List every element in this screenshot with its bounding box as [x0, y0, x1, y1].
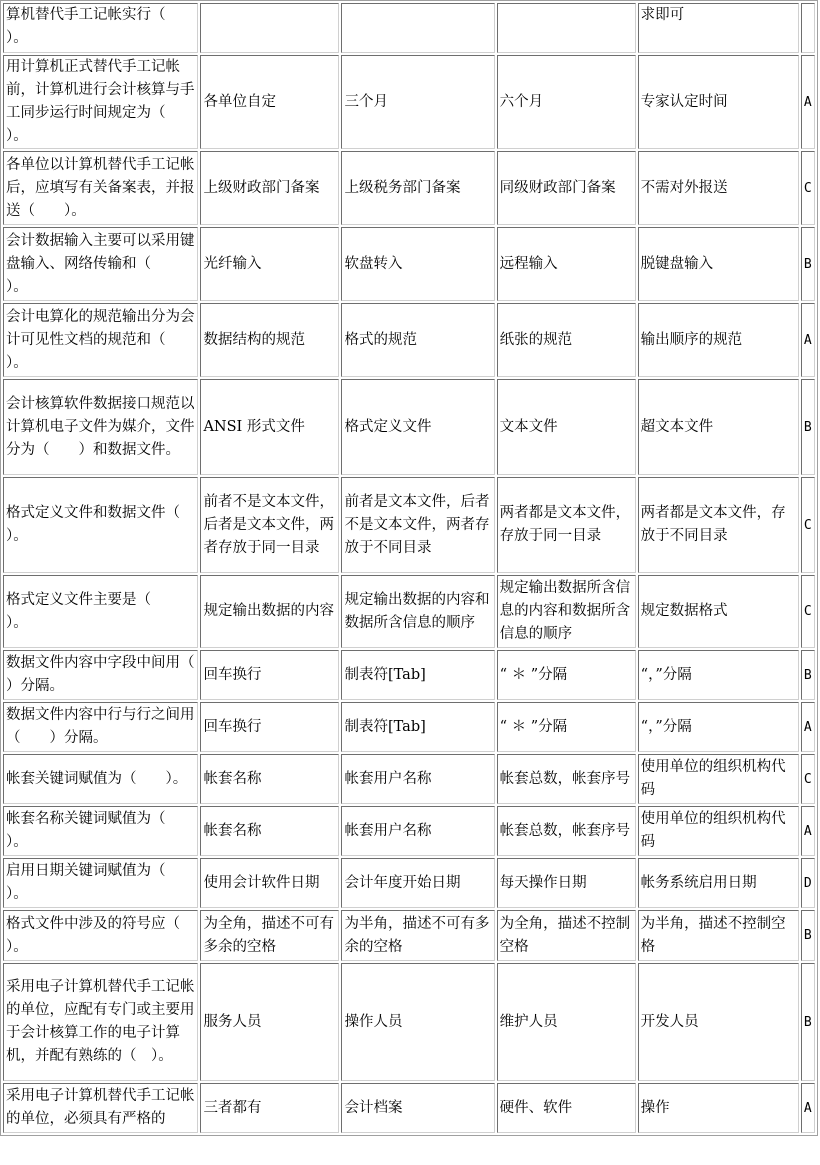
table-row [3, 1083, 815, 1133]
option-b-cell: 上级税务部门备案 [341, 151, 494, 225]
question-cell: 数据文件内容中行与行之间用（ ）分隔。 [3, 702, 198, 752]
option-b-cell: 制表符[Tab] [341, 650, 494, 700]
question-cell: 采用电子计算机替代手工记帐的单位，应配有专门或主要用于会计核算工作的电子计算机，并配有熟练的（ ）。 [3, 963, 198, 1081]
option-b-cell: 软盘转入 [341, 227, 494, 301]
option-b-cell: 规定输出数据的内容和数据所含信息的顺序 [341, 575, 494, 648]
option-b-cell: 制表符[Tab] [341, 702, 494, 752]
answer-cell: C [801, 575, 815, 648]
answer-cell: C [801, 477, 815, 573]
option-d-cell: 求即可 [638, 3, 799, 53]
option-a-cell: 帐套名称 [200, 754, 339, 804]
answer-cell: B [801, 379, 815, 475]
option-d-cell: 使用单位的组织机构代码 [638, 806, 799, 856]
option-a-cell: 使用会计软件日期 [200, 858, 339, 908]
table-row [3, 477, 815, 573]
option-d-cell: 不需对外报送 [638, 151, 799, 225]
option-c-cell: 纸张的规范 [497, 303, 636, 377]
table-row [3, 303, 815, 377]
option-d-cell: 超文本文件 [638, 379, 799, 475]
option-c-cell: “ ＊ ”分隔 [497, 650, 636, 700]
option-c-cell: 硬件、软件 [497, 1083, 636, 1133]
option-a-cell: 回车换行 [200, 650, 339, 700]
option-c-cell: 两者都是文本文件，存放于同一目录 [497, 477, 636, 573]
option-c-cell: 文本文件 [497, 379, 636, 475]
option-a-cell: 为全角，描述不可有多余的空格 [200, 910, 339, 961]
table-row [3, 379, 815, 475]
question-cell: 格式文件中涉及的符号应（ ）。 [3, 910, 198, 961]
answer-cell: C [801, 754, 815, 804]
question-cell: 帐套关键词赋值为（ ）。 [3, 754, 198, 804]
table-row [3, 754, 815, 804]
option-a-cell: 帐套名称 [200, 806, 339, 856]
table-row [3, 702, 815, 752]
option-b-cell: 格式的规范 [341, 303, 494, 377]
option-c-cell: 维护人员 [497, 963, 636, 1081]
option-d-cell: 规定数据格式 [638, 575, 799, 648]
table-row [3, 575, 815, 648]
question-cell: 用计算机正式替代手工记帐前，计算机进行会计核算与手工同步运行时间规定为（ ）。 [3, 55, 198, 149]
question-cell: 会计电算化的规范输出分为会计可见性文档的规范和（ ）。 [3, 303, 198, 377]
option-d-cell: 两者都是文本文件，存放于不同目录 [638, 477, 799, 573]
answer-cell: C [801, 151, 815, 225]
answer-cell: A [801, 1083, 815, 1133]
option-a-cell: 规定输出数据的内容 [200, 575, 339, 648]
option-a-cell: 上级财政部门备案 [200, 151, 339, 225]
option-c-cell [497, 3, 636, 53]
table-row [3, 650, 815, 700]
answer-cell: A [801, 702, 815, 752]
question-cell: 会计核算软件数据接口规范以计算机电子文件为媒介，文件分为（ ）和数据文件。 [3, 379, 198, 475]
option-c-cell: 六个月 [497, 55, 636, 149]
option-c-cell: 远程输入 [497, 227, 636, 301]
table-row [3, 227, 815, 301]
option-d-cell: 为半角，描述不控制空格 [638, 910, 799, 961]
option-b-cell: 三个月 [341, 55, 494, 149]
option-c-cell: 规定输出数据所含信息的内容和数据所含信息的顺序 [497, 575, 636, 648]
option-b-cell: 会计档案 [341, 1083, 494, 1133]
question-cell: 会计数据输入主要可以采用键盘输入、网络传输和（ ）。 [3, 227, 198, 301]
option-b-cell [341, 3, 494, 53]
option-d-cell: “，”分隔 [638, 702, 799, 752]
question-cell: 启用日期关键词赋值为（ ）。 [3, 858, 198, 908]
option-a-cell: 三者都有 [200, 1083, 339, 1133]
option-a-cell: 各单位自定 [200, 55, 339, 149]
option-a-cell: ANSI 形式文件 [200, 379, 339, 475]
option-a-cell: 前者不是文本文件，后者是文本文件，两者存放于同一目录 [200, 477, 339, 573]
question-cell: 格式定义文件和数据文件（ ）。 [3, 477, 198, 573]
answer-cell: B [801, 227, 815, 301]
option-b-cell: 会计年度开始日期 [341, 858, 494, 908]
question-cell: 格式定义文件主要是（ ）。 [3, 575, 198, 648]
option-c-cell: 同级财政部门备案 [497, 151, 636, 225]
table-row [3, 963, 815, 1081]
option-d-cell: 使用单位的组织机构代码 [638, 754, 799, 804]
option-d-cell: 专家认定时间 [638, 55, 799, 149]
table-row [3, 55, 815, 149]
option-d-cell: 帐务系统启用日期 [638, 858, 799, 908]
option-b-cell: 为半角，描述不可有多余的空格 [341, 910, 494, 961]
option-c-cell: 帐套总数，帐套序号 [497, 806, 636, 856]
option-c-cell: 为全角，描述不控制空格 [497, 910, 636, 961]
table-row [3, 910, 815, 961]
question-cell: 算机替代手工记帐实行（ ）。 [3, 3, 198, 53]
option-b-cell: 帐套用户名称 [341, 806, 494, 856]
answer-cell: B [801, 910, 815, 961]
option-d-cell: 输出顺序的规范 [638, 303, 799, 377]
option-c-cell: 每天操作日期 [497, 858, 636, 908]
option-d-cell: 脱键盘输入 [638, 227, 799, 301]
table-row [3, 858, 815, 908]
table-row [3, 806, 815, 856]
option-d-cell: 操作 [638, 1083, 799, 1133]
answer-cell: D [801, 858, 815, 908]
option-b-cell: 帐套用户名称 [341, 754, 494, 804]
table-row [3, 3, 815, 53]
question-cell: 帐套名称关键词赋值为（ ）。 [3, 806, 198, 856]
option-a-cell: 光纤输入 [200, 227, 339, 301]
option-c-cell: 帐套总数，帐套序号 [497, 754, 636, 804]
option-b-cell: 操作人员 [341, 963, 494, 1081]
answer-cell: A [801, 303, 815, 377]
answer-cell: B [801, 963, 815, 1081]
option-d-cell: “，”分隔 [638, 650, 799, 700]
option-b-cell: 格式定义文件 [341, 379, 494, 475]
answer-cell: B [801, 650, 815, 700]
option-a-cell [200, 3, 339, 53]
option-a-cell: 数据结构的规范 [200, 303, 339, 377]
question-cell: 数据文件内容中字段中间用（ ）分隔。 [3, 650, 198, 700]
question-cell: 各单位以计算机替代手工记帐后，应填写有关备案表，并报送（ ）。 [3, 151, 198, 225]
question-cell: 采用电子计算机替代手工记帐的单位，必须具有严格的 [3, 1083, 198, 1133]
option-b-cell: 前者是文本文件，后者不是文本文件，两者存放于不同目录 [341, 477, 494, 573]
option-d-cell: 开发人员 [638, 963, 799, 1081]
option-c-cell: “ ＊ ”分隔 [497, 702, 636, 752]
option-a-cell: 回车换行 [200, 702, 339, 752]
answer-cell: A [801, 806, 815, 856]
answer-cell [801, 3, 815, 53]
table-row [3, 151, 815, 225]
option-a-cell: 服务人员 [200, 963, 339, 1081]
answer-cell: A [801, 55, 815, 149]
